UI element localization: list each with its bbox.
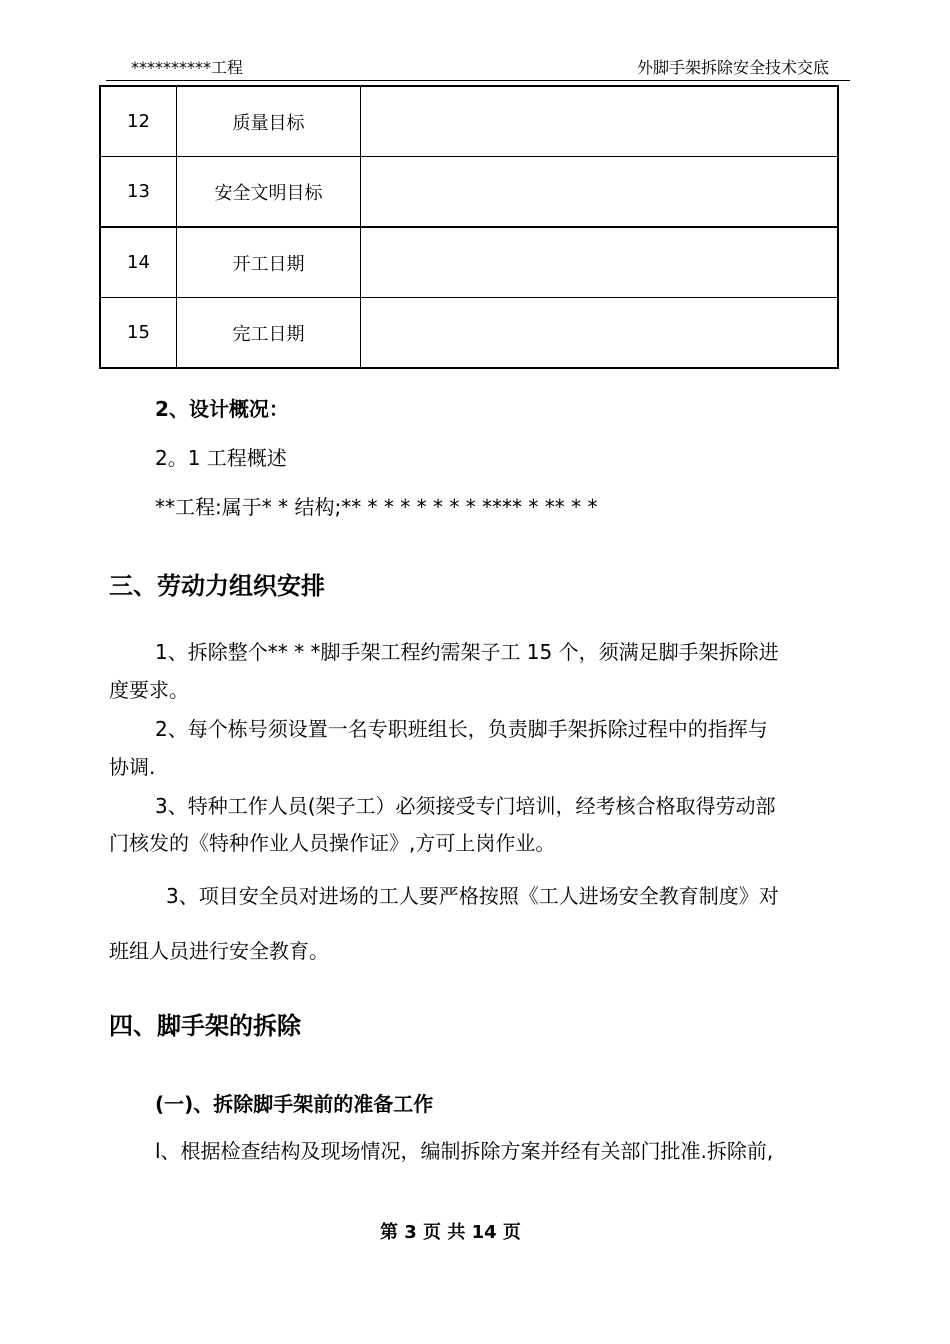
design-overview-heading: 2、设计概况： bbox=[155, 397, 289, 421]
row-value bbox=[361, 157, 839, 228]
labor-paragraph-4-line-1: 3、项目安全员对进场的工人要严格按照《工人进场安全教育制度》对 bbox=[166, 884, 779, 908]
row-number: 14 bbox=[100, 227, 177, 298]
dismantling-section-heading: 四、脚手架的拆除 bbox=[109, 1012, 301, 1040]
labor-paragraph-2-line-1: 2、每个栋号须设置一名专职班组长，负责脚手架拆除过程中的指挥与 bbox=[155, 717, 768, 741]
labor-paragraph-4-line-2: 班组人员进行安全教育。 bbox=[109, 939, 329, 963]
row-number: 12 bbox=[100, 86, 177, 157]
labor-section-heading: 三、劳动力组织安排 bbox=[109, 572, 325, 600]
project-overview-subheading: 2。1 工程概述 bbox=[155, 446, 287, 470]
row-item: 安全文明目标 bbox=[177, 157, 361, 228]
header-document-title: 外脚手架拆除安全技术交底 bbox=[636, 58, 829, 77]
preparation-paragraph-1: l、根据检查结构及现场情况，编制拆除方案并经有关部门批准.拆除前, bbox=[155, 1139, 774, 1163]
table-row bbox=[100, 298, 838, 369]
table-row bbox=[100, 227, 838, 298]
labor-paragraph-2-line-2: 协调. bbox=[109, 755, 156, 779]
header-divider bbox=[106, 80, 850, 81]
page-footer: 第 3 页 共 14 页 bbox=[380, 1222, 521, 1243]
row-value bbox=[361, 86, 839, 157]
labor-paragraph-1-line-2: 度要求。 bbox=[109, 678, 189, 702]
labor-paragraph-3-line-1: 3、特种工作人员(架子工）必须接受专门培训，经考核合格取得劳动部 bbox=[155, 794, 776, 818]
labor-paragraph-3-line-2: 门核发的《特种作业人员操作证》,方可上岗作业。 bbox=[109, 831, 556, 855]
row-value bbox=[361, 227, 839, 298]
row-item: 完工日期 bbox=[177, 298, 361, 369]
project-info-table bbox=[99, 85, 839, 369]
project-overview-text: **工程:属于* * 结构;** * * * * * * * **** * ** * * bbox=[155, 495, 598, 519]
header-project-name: **********工程 bbox=[131, 58, 244, 77]
labor-paragraph-1-line-1: 1、拆除整个** * *脚手架工程约需架子工 15 个，须满足脚手架拆除进 bbox=[155, 640, 779, 664]
row-number: 13 bbox=[100, 157, 177, 228]
preparation-subheading: (一)、拆除脚手架前的准备工作 bbox=[155, 1092, 434, 1116]
table-row bbox=[100, 86, 838, 157]
row-item: 开工日期 bbox=[177, 227, 361, 298]
row-value bbox=[361, 298, 839, 369]
row-item: 质量目标 bbox=[177, 86, 361, 157]
table-row bbox=[100, 157, 838, 228]
row-number: 15 bbox=[100, 298, 177, 369]
